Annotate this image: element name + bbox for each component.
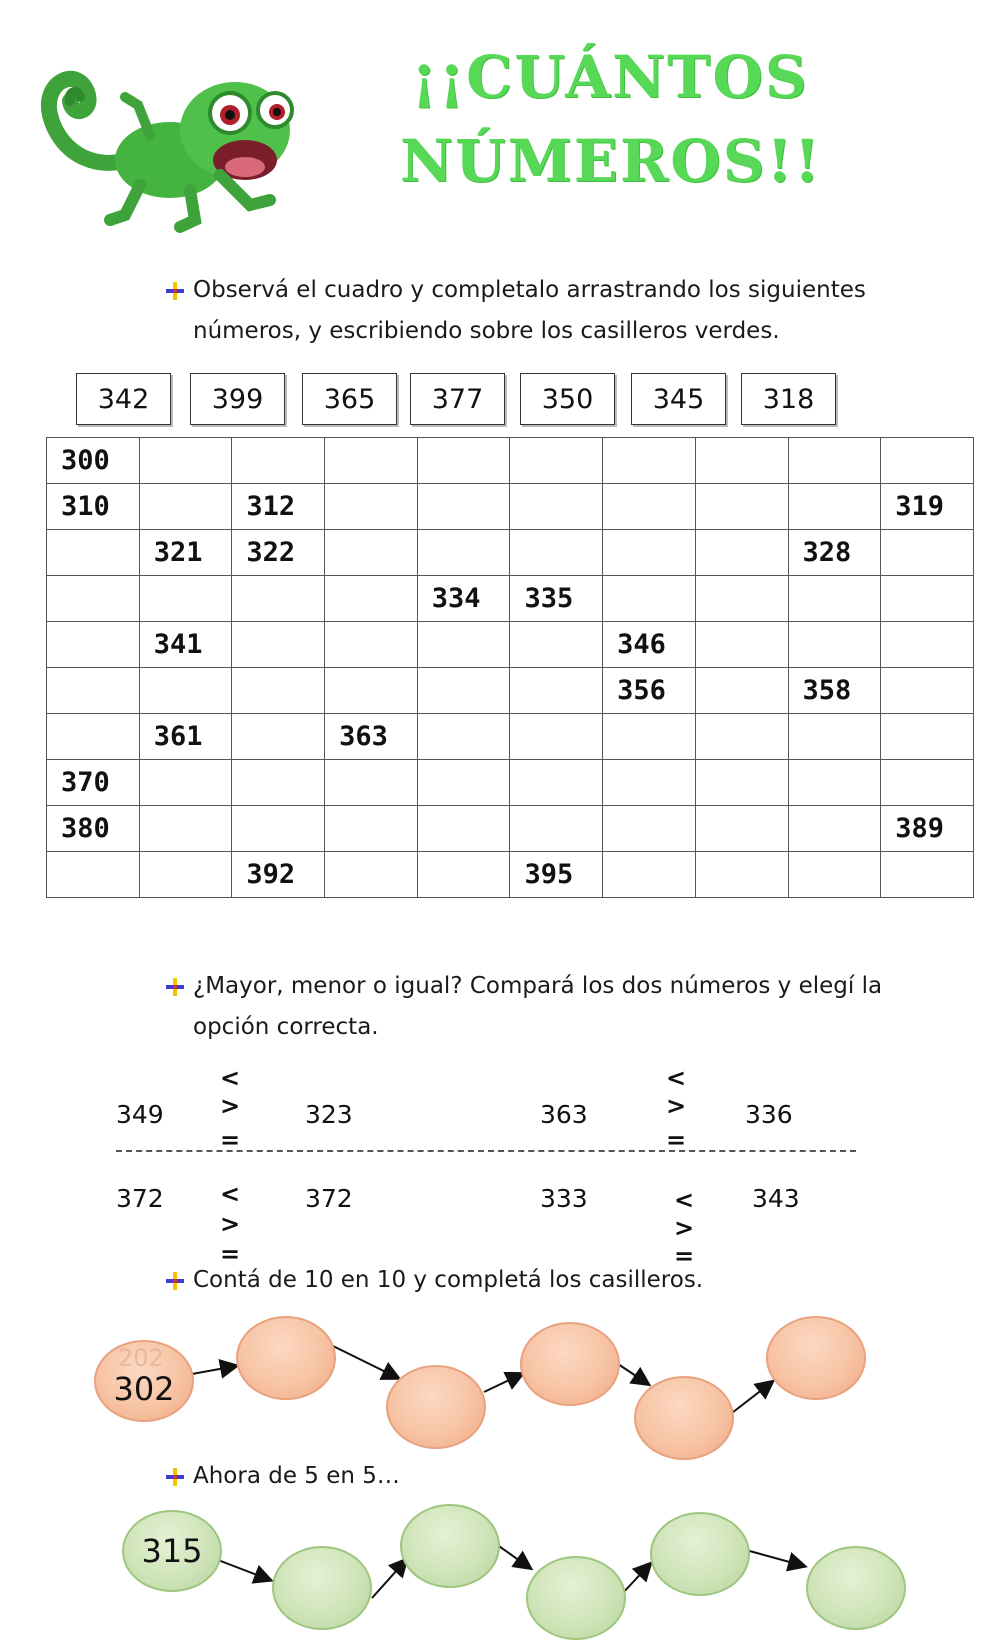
grid-cell[interactable] [325,576,418,622]
grid-cell[interactable] [325,760,418,806]
sequence10-oval[interactable] [634,1376,734,1460]
instruction-compare-line1: ¿Mayor, menor o igual? Compará los dos números y elegí la [193,973,883,999]
grid-cell[interactable]: 341 [139,622,232,668]
grid-cell[interactable] [139,668,232,714]
grid-cell[interactable] [232,806,325,852]
grid-cell[interactable] [788,714,881,760]
instruction-grid-line2: números, y escribiendo sobre los casilleros verdes. [193,318,780,344]
sequence5-oval[interactable] [400,1504,500,1588]
grid-cell[interactable] [881,760,974,806]
grid-cell[interactable] [695,806,788,852]
grid-cell[interactable] [325,668,418,714]
grid-cell[interactable] [139,760,232,806]
grid-cell[interactable] [695,530,788,576]
less-than-option[interactable]: < [674,1186,695,1214]
less-than-option[interactable]: < [220,1180,241,1208]
grid-cell[interactable] [47,852,140,898]
sequence10-oval[interactable] [766,1316,866,1400]
grid-cell[interactable] [139,806,232,852]
grid-row [47,484,974,530]
grid-cell[interactable] [695,668,788,714]
grid-cell[interactable] [417,622,510,668]
grid-cell[interactable] [881,622,974,668]
sequence10-oval[interactable] [236,1316,336,1400]
grid-cell[interactable] [510,668,603,714]
equal-option[interactable]: = [220,1126,241,1154]
grid-cell[interactable]: 328 [788,530,881,576]
grid-row [47,806,974,852]
grid-cell[interactable]: 346 [603,622,696,668]
grid-row [47,668,974,714]
grid-cell[interactable] [788,852,881,898]
grid-cell[interactable]: 392 [232,852,325,898]
grid-cell[interactable] [47,576,140,622]
number-grid [46,437,974,898]
grid-cell[interactable] [139,484,232,530]
faded-number: 202 [118,1344,164,1372]
grid-cell[interactable] [510,530,603,576]
drag-number-chip[interactable]: 342 [76,373,171,425]
grid-cell[interactable] [695,714,788,760]
title-line1: ¡¡CUÁNTOS [411,43,809,111]
grid-cell[interactable] [603,438,696,484]
bullet-icon [164,976,186,998]
grid-cell[interactable] [603,484,696,530]
grid-cell[interactable] [417,760,510,806]
grid-cell[interactable] [47,622,140,668]
grid-cell[interactable] [232,576,325,622]
grid-cell[interactable] [232,714,325,760]
grid-cell[interactable]: 356 [603,668,696,714]
grid-cell[interactable]: 335 [510,576,603,622]
grid-cell[interactable] [603,576,696,622]
grid-cell[interactable] [139,438,232,484]
grid-cell[interactable]: 319 [881,484,974,530]
grid-cell[interactable] [788,622,881,668]
grid-cell[interactable] [881,852,974,898]
grid-cell[interactable] [788,760,881,806]
grid-cell[interactable]: 321 [139,530,232,576]
grid-cell[interactable]: 389 [881,806,974,852]
grid-cell[interactable] [417,668,510,714]
grid-cell[interactable] [881,714,974,760]
grid-cell[interactable] [510,622,603,668]
sequence5-start-oval [122,1510,222,1592]
grid-cell[interactable] [139,852,232,898]
drag-number-chip[interactable]: 365 [302,373,397,425]
grid-cell[interactable] [417,852,510,898]
grid-cell[interactable] [881,530,974,576]
grid-cell[interactable]: 310 [47,484,140,530]
drag-number-chip[interactable]: 350 [520,373,615,425]
grid-cell[interactable] [417,530,510,576]
sequence5-oval[interactable] [526,1556,626,1640]
grid-cell[interactable] [881,576,974,622]
grid-cell[interactable] [695,576,788,622]
grid-cell[interactable] [417,714,510,760]
bullet-icon [164,1270,186,1292]
sequence5-start-number: 315 [141,1532,203,1570]
grid-cell[interactable] [325,530,418,576]
grid-row [47,852,974,898]
grid-cell[interactable] [510,760,603,806]
compare-left-number: 349 [116,1100,164,1129]
grid-cell[interactable] [510,484,603,530]
drag-number-chip[interactable]: 345 [631,373,726,425]
grid-cell[interactable] [881,668,974,714]
sequence10-oval[interactable] [386,1365,486,1449]
grid-cell[interactable] [325,438,418,484]
grid-cell[interactable]: 358 [788,668,881,714]
grid-cell[interactable] [603,714,696,760]
bullet-icon [164,280,186,302]
grid-row [47,760,974,806]
grid-cell[interactable] [510,438,603,484]
grid-cell[interactable] [232,668,325,714]
grid-cell[interactable]: 380 [47,806,140,852]
grid-row [47,622,974,668]
grid-cell[interactable] [695,622,788,668]
drag-number-chip[interactable]: 318 [741,373,836,425]
grid-cell[interactable] [417,806,510,852]
compare-right-number: 343 [752,1184,800,1213]
grid-cell[interactable] [603,852,696,898]
grid-cell[interactable]: 300 [47,438,140,484]
grid-cell[interactable] [417,484,510,530]
drag-number-chip[interactable]: 399 [190,373,285,425]
compare-right-number: 336 [745,1100,793,1129]
grid-cell[interactable] [603,760,696,806]
equal-option[interactable]: = [674,1242,695,1270]
grid-cell[interactable] [788,806,881,852]
grid-row [47,576,974,622]
grid-cell[interactable] [788,484,881,530]
grid-cell[interactable] [603,530,696,576]
grid-cell[interactable] [47,668,140,714]
grid-cell[interactable] [47,530,140,576]
grid-cell[interactable] [510,806,603,852]
sequence10-start-oval [94,1340,194,1422]
grid-cell[interactable] [695,484,788,530]
sequence5-oval[interactable] [650,1512,750,1596]
grid-cell[interactable] [417,438,510,484]
equal-option[interactable]: = [220,1240,241,1268]
sequence5-oval[interactable] [272,1546,372,1630]
equal-option[interactable]: = [666,1126,687,1154]
grid-cell[interactable] [325,622,418,668]
grid-cell[interactable] [695,760,788,806]
grid-row [47,438,974,484]
grid-cell[interactable] [788,438,881,484]
greater-than-option[interactable]: > [220,1210,241,1238]
grid-cell[interactable] [325,484,418,530]
sequence10-start-number: 302 [113,1370,175,1408]
grid-row [47,530,974,576]
greater-than-option[interactable]: > [220,1092,241,1120]
grid-cell[interactable]: 312 [232,484,325,530]
grid-cell[interactable] [603,806,696,852]
grid-cell[interactable]: 370 [47,760,140,806]
grid-cell[interactable] [232,438,325,484]
instruction-count5: Ahora de 5 en 5… [193,1463,400,1489]
grid-cell[interactable]: 363 [325,714,418,760]
grid-cell[interactable] [139,576,232,622]
grid-cell[interactable] [232,622,325,668]
sequence5-oval[interactable] [806,1546,906,1630]
sequence10-oval[interactable] [520,1322,620,1406]
grid-cell[interactable]: 334 [417,576,510,622]
grid-cell[interactable] [232,760,325,806]
greater-than-option[interactable]: > [666,1092,687,1120]
grid-cell[interactable] [325,806,418,852]
grid-cell[interactable] [695,438,788,484]
drag-number-chip[interactable]: 377 [410,373,505,425]
grid-cell[interactable]: 361 [139,714,232,760]
compare-right-number: 372 [305,1184,353,1213]
bullet-icon [164,1466,186,1488]
instruction-count10: Contá de 10 en 10 y completá los casilleros. [193,1267,704,1293]
compare-right-number: 323 [305,1100,353,1129]
compare-left-number: 363 [540,1100,588,1129]
grid-cell[interactable] [325,852,418,898]
divider-dashed [116,1150,856,1152]
grid-cell[interactable] [47,714,140,760]
compare-left-number: 372 [116,1184,164,1213]
grid-row [47,714,974,760]
greater-than-option[interactable]: > [674,1214,695,1242]
title-line2: NÚMEROS!! [400,127,822,195]
instruction-compare-line2: opción correcta. [193,1014,379,1040]
grid-cell[interactable] [788,576,881,622]
grid-cell[interactable] [695,852,788,898]
chameleon-mascot [20,35,310,235]
grid-cell[interactable] [881,438,974,484]
grid-cell[interactable]: 395 [510,852,603,898]
less-than-option[interactable]: < [220,1064,241,1092]
instruction-grid-line1: Observá el cuadro y completalo arrastrando los siguientes [193,277,866,303]
compare-left-number: 333 [540,1184,588,1213]
grid-cell[interactable] [510,714,603,760]
less-than-option[interactable]: < [666,1064,687,1092]
grid-cell[interactable]: 322 [232,530,325,576]
